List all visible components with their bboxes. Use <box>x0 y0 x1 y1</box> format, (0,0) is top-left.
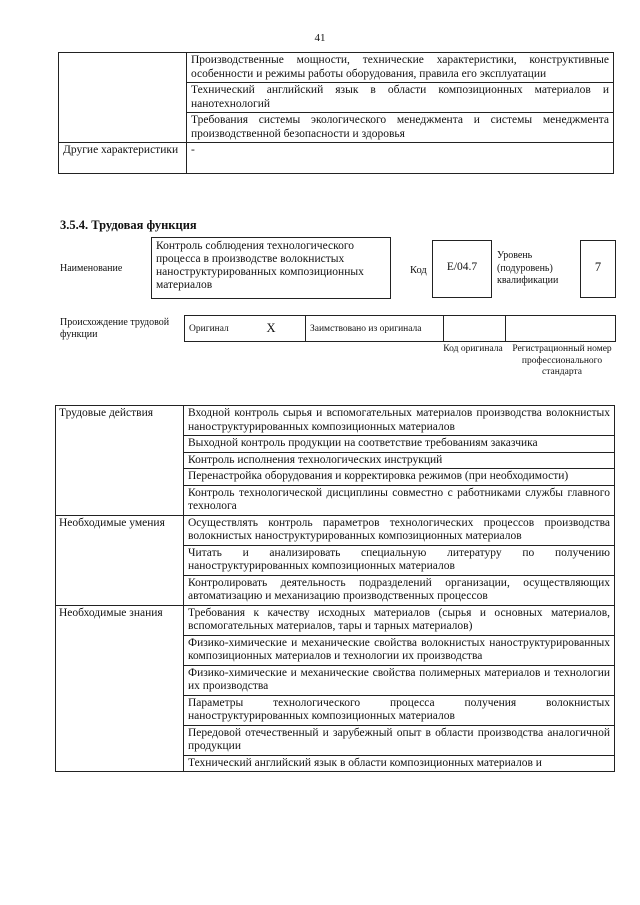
knowledge-item: Требования системы экологического менеджмента и системы менеджмента производственной безопасности и здоровья <box>187 113 614 143</box>
knowledge-item: Физико-химические и механические свойства волокнистых наноструктурированных композиционных материалов и технологии их производства <box>184 635 615 665</box>
level-value: 7 <box>594 260 602 274</box>
labor-actions-label: Трудовые действия <box>56 406 184 516</box>
skills-label: Необходимые умения <box>56 515 184 605</box>
page-number: 41 <box>314 32 326 44</box>
labor-action-item: Контроль технологической дисциплины совместно с работниками службы главного технолога <box>184 485 615 515</box>
knowledge-item: Технический английский язык в области композиционных материалов и <box>184 755 615 772</box>
knowledge-item: Технический английский язык в области композиционных материалов и нанотехнологий <box>187 83 614 113</box>
skill-item: Читать и анализировать специальную литературу по получению наноструктурированных композиционных материалов <box>184 545 615 575</box>
knowledge-label: Необходимые знания <box>56 605 184 772</box>
labor-action-item: Входной контроль сырья и вспомогательных материалов производства волокнистых наноструктурированных композиционных материалов <box>184 406 615 436</box>
level-box <box>580 240 616 298</box>
skill-item: Осуществлять контроль параметров технологических процессов производства волокнистых наноструктурированных композиционных материалов <box>184 515 615 545</box>
registration-caption: Регистрационный номер профессионального стандарта <box>512 344 612 377</box>
registration-number-cell <box>506 316 616 342</box>
labor-action-item: Перенастройка оборудования и корректировка режимов (при необходимости) <box>184 469 615 486</box>
labor-action-item: Выходной контроль продукции на соответствие требованиям заказчика <box>184 436 615 453</box>
function-details-table <box>55 405 615 772</box>
original-mark: X <box>263 316 306 342</box>
level-label: Уровень (подуровень) квалификации <box>497 250 559 286</box>
code-value: E/04.7 <box>446 261 478 273</box>
original-label: Оригинал <box>185 316 263 342</box>
knowledge-item: Параметры технологического процесса получения волокнистых наноструктурированных композиционных материалов <box>184 695 615 725</box>
borrowed-label: Заимствовано из оригинала <box>306 316 444 342</box>
table-row <box>56 605 615 635</box>
table-row <box>56 406 615 436</box>
function-name: Контроль соблюдения технологического процесса в производстве волокнистых наноструктурированных композиционных материалов <box>156 240 364 291</box>
code-box <box>432 240 492 298</box>
knowledge-item: Физико-химические и механические свойства полимерных материалов и технологии их производства <box>184 665 615 695</box>
table-row <box>185 316 616 342</box>
previous-function-table <box>58 52 614 174</box>
table-row <box>59 143 614 174</box>
skill-item: Контролировать деятельность подразделений организации, осуществляющих автоматизацию и механизацию производственных процессов <box>184 575 615 605</box>
name-label: Наименование <box>60 263 123 274</box>
other-characteristics-label: Другие характеристики <box>59 143 187 174</box>
empty-label-cell <box>59 53 187 143</box>
knowledge-item: Требования к качеству исходных материалов (сырья и основных материалов, вспомогательных материалов, тары и тарных материалов) <box>184 605 615 635</box>
code-label: Код <box>410 265 427 276</box>
knowledge-item: Передовой отечественный и зарубежный опыт в области производства аналогичной продукции <box>184 725 615 755</box>
knowledge-item: Производственные мощности, технические характеристики, конструктивные особенности и режимы работы оборудования, правила его эксплуатации <box>187 53 614 83</box>
table-row <box>56 515 615 545</box>
code-original-caption: Код оригинала <box>443 344 503 354</box>
function-name-box <box>151 237 391 299</box>
labor-action-item: Контроль исполнения технологических инструкций <box>184 452 615 469</box>
section-heading: 3.5.4. Трудовая функция <box>60 218 197 232</box>
other-characteristics-value: - <box>187 143 614 174</box>
table-row <box>59 53 614 83</box>
origin-label: Происхождение трудовой функции <box>60 317 170 340</box>
original-code-cell <box>444 316 506 342</box>
origin-table <box>184 315 616 342</box>
